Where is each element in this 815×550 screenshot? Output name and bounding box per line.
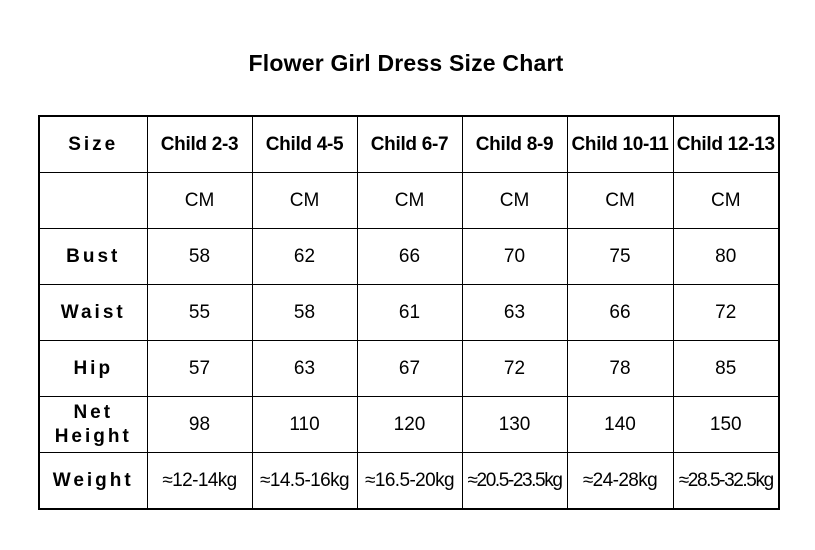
weight-label: Weight (39, 453, 147, 510)
net-height-value: 130 (462, 397, 567, 453)
bust-value: 58 (147, 229, 252, 285)
header-row (39, 116, 779, 173)
waist-value: 61 (357, 285, 462, 341)
waist-value: 72 (673, 285, 779, 341)
bust-value: 70 (462, 229, 567, 285)
waist-row (39, 285, 779, 341)
hip-value: 78 (567, 341, 673, 397)
bust-value: 75 (567, 229, 673, 285)
net-height-value: 140 (567, 397, 673, 453)
net-height-label-line1: Net (73, 401, 114, 423)
waist-value: 66 (567, 285, 673, 341)
size-chart-table (38, 115, 780, 510)
waist-value: 55 (147, 285, 252, 341)
hip-value: 57 (147, 341, 252, 397)
waist-value: 58 (252, 285, 357, 341)
size-column-header: Child 4-5 (252, 116, 357, 173)
unit-row-label (39, 173, 147, 229)
unit-row (39, 173, 779, 229)
hip-row (39, 341, 779, 397)
unit-cell: CM (567, 173, 673, 229)
hip-label: Hip (39, 341, 147, 397)
waist-label: Waist (39, 285, 147, 341)
unit-cell: CM (252, 173, 357, 229)
unit-cell: CM (147, 173, 252, 229)
size-column-header: Child 6-7 (357, 116, 462, 173)
page-title: Flower Girl Dress Size Chart (248, 50, 564, 76)
unit-cell: CM (357, 173, 462, 229)
net-height-label-line2: Height (54, 425, 132, 447)
net-height-value: 98 (147, 397, 252, 453)
weight-value: ≈16.5-20kg (357, 453, 462, 510)
net-height-row (39, 397, 779, 453)
weight-value: ≈20.5-23.5kg (462, 453, 567, 510)
net-height-label (39, 397, 147, 453)
hip-value: 63 (252, 341, 357, 397)
bust-row (39, 229, 779, 285)
net-height-value: 150 (673, 397, 779, 453)
bust-value: 62 (252, 229, 357, 285)
net-height-value: 110 (252, 397, 357, 453)
size-column-header: Child 12-13 (673, 116, 779, 173)
unit-cell: CM (462, 173, 567, 229)
hip-value: 85 (673, 341, 779, 397)
bust-value: 80 (673, 229, 779, 285)
net-height-value: 120 (357, 397, 462, 453)
weight-value: ≈14.5-16kg (252, 453, 357, 510)
size-column-header: Child 2-3 (147, 116, 252, 173)
weight-row (39, 453, 779, 510)
hip-value: 67 (357, 341, 462, 397)
bust-label: Bust (39, 229, 147, 285)
hip-value: 72 (462, 341, 567, 397)
unit-cell: CM (673, 173, 779, 229)
weight-value: ≈28.5-32.5kg (673, 453, 779, 510)
size-header-label: Size (39, 116, 147, 173)
bust-value: 66 (357, 229, 462, 285)
size-column-header: Child 10-11 (567, 116, 673, 173)
waist-value: 63 (462, 285, 567, 341)
weight-value: ≈24-28kg (567, 453, 673, 510)
size-column-header: Child 8-9 (462, 116, 567, 173)
weight-value: ≈12-14kg (147, 453, 252, 510)
